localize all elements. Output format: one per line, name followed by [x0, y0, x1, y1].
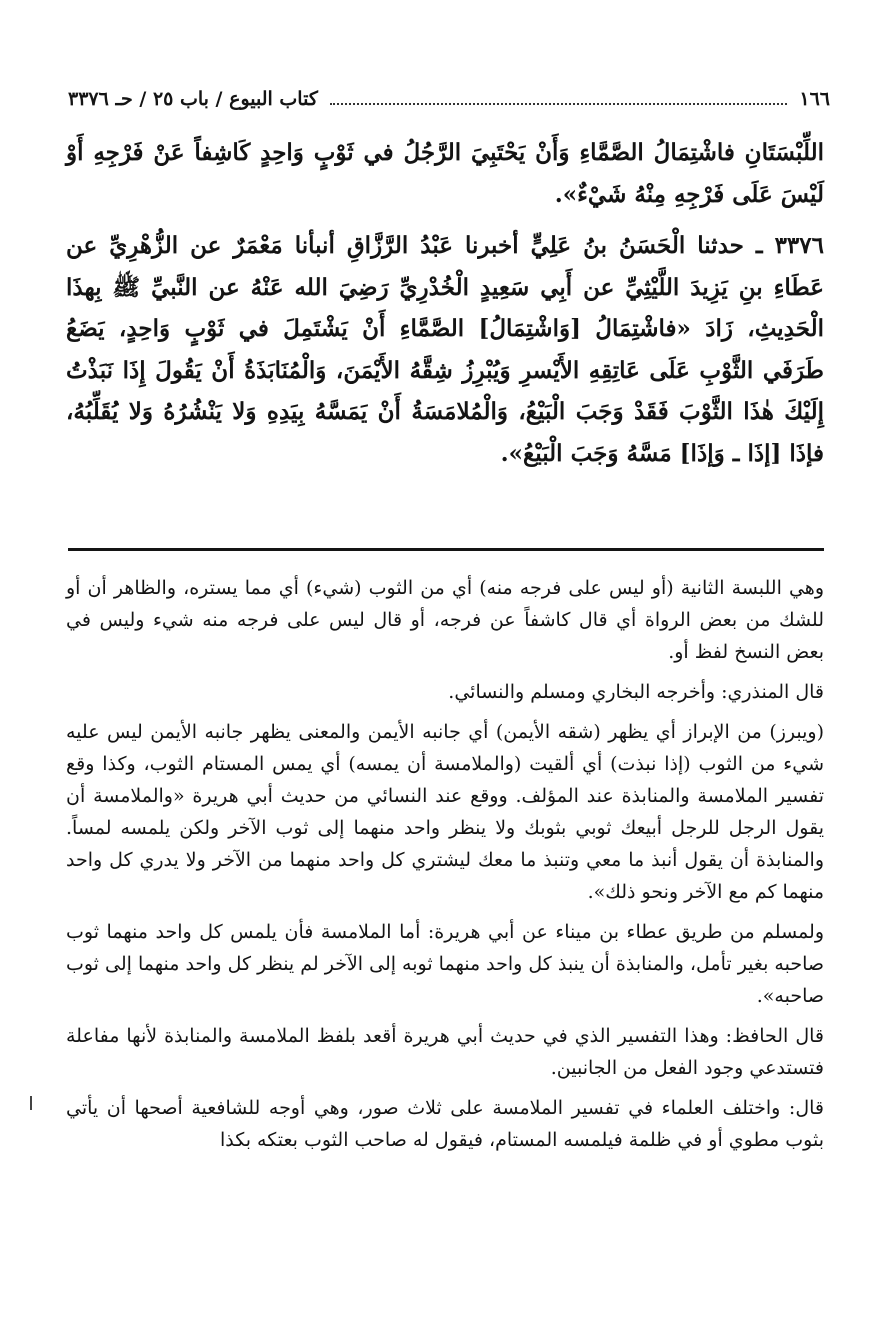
commentary-paragraph: (ويبرز) من الإبراز أي يظهر (شقه الأيمن) أي جانبه الأيمن والمعنى يظهر جانبه الأيمن ليس عليه شيء من الثوب (إذا نبذت) أي ألقيت (والملامسة أن يمسه) أي يمس المستام الثوب، وكذا وقع تفسير الملامسة والمنابذة عند المؤلف. ووقع عند النسائي من حديث أبي هريرة «والملامسة أن يقول الرجل للرجل أبيعك ثوبي بثوبك ولا ينظر واحد منهما إلى ثوب الآخر ولكن يلمسه لمساً. والمنابذة أن يقول أنبذ ما معي وتنبذ ما معك ليشتري كل واحد منهما من الآخر ولا يدري كل واحد منهما كم مع الآخر ونحو ذلك». [66, 721, 824, 903]
page-number: ١٦٦ [799, 88, 830, 110]
running-title: كتاب البيوع / باب ٢٥ / حـ ٣٣٧٦ [68, 88, 318, 110]
commentary-paragraph: قال الحافظ: وهذا التفسير الذي في حديث أبي هريرة أقعد بلفظ الملامسة والمنابذة لأنها مفاعلة فتستدعي وجود الفعل من الجانبين. [66, 1025, 824, 1079]
hadith-paragraph [66, 225, 824, 474]
commentary-paragraph: قال المنذري: وأخرجه البخاري ومسلم والنسائي. [448, 681, 824, 703]
hadith-number: ٣٣٧٦ [774, 232, 824, 259]
hadith-text-block [66, 132, 824, 474]
hadith-body: ـ حدثنا الْحَسَنُ بنُ عَلِيٍّ أخبرنا عَبْدُ الرَّزَّاقِ أنبأنا مَعْمَرٌ عن الزُّهْرِيِّ عن عَطَاءِ بنِ يَزِيدَ اللَّيْثِيِّ عن أَبِي سَعِيدٍ الْخُدْرِيِّ رَضِيَ الله عَنْهُ عن النَّبيِّ ﷺ بِهذَا الْحَدِيثِ، زَادَ «فاشْتِمَالُ [وَاشْتِمَالُ] الصَّمَّاءِ أَنْ يَشْتَمِلَ في ثَوْبٍ وَاحِدٍ، يَضَعُ طَرَفَي الثَّوْبِ عَلَى عَاتِقِهِ الأَيْسرِ وَيُبْرِزُ شِقَّهُ الأَيْمَنَ، وَالْمُنَابَذَةُ أَنْ يَقُولَ إِذَا نَبَذْتُ إِلَيْكَ هٰذَا الثَّوْبَ فَقَدْ وَجَبَ الْبَيْعُ، وَالْمُلامَسَةُ أَنْ يَمَسَّهُ بِيَدِهِ وَلا يَنْشُرُهُ وَلا يُقَلِّبُهُ، فإذَا [إذَا ـ وَإذَا] مَسَّهُ وَجَبَ الْبَيْعُ». [66, 232, 824, 467]
commentary-block [66, 572, 824, 1164]
continuation-paragraph: اللِّبْسَتَانِ فاشْتِمَالُ الصَّمَّاءِ وَأَنْ يَحْتَبِيَ الرَّجُلُ في ثَوْبٍ وَاحِدٍ كَاشِفاً عَنْ فَرْجِهِ أَوْ لَيْسَ عَلَى فَرْجِهِ مِنْهُ شَيْءٌ». [66, 139, 824, 208]
commentary-paragraph: وهي اللبسة الثانية (أو ليس على فرجه منه) أي من الثوب (شيء) أي مما يستره، والظاهر أن أو للشك من بعض الرواة أي قال كاشفاً عن فرجه، أو قال ليس على فرجه منه شيء وليس في بعض النسخ لفظ أو. [66, 577, 824, 663]
page-header [68, 84, 830, 114]
margin-tick-mark [30, 1096, 32, 1110]
footnote-separator [68, 548, 824, 551]
commentary-paragraph: ولمسلم من طريق عطاء بن ميناء عن أبي هريرة: أما الملامسة فأن يلمس كل واحد منهما ثوب صاحبه بغير تأمل، والمنابذة أن ينبذ كل واحد منهما ثوبه إلى الآخر لم ينظر كل واحد منهما إلى ثوب صاحبه». [65, 921, 824, 1007]
header-dotted-leader [330, 93, 788, 105]
commentary-paragraph: قال: واختلف العلماء في تفسير الملامسة على ثلاث صور، وهي أوجه للشافعية أصحها أن يأتي بثوب مطوي أو في ظلمة فيلمسه المستام، فيقول له صاحب الثوب بعتكه بكذا [66, 1097, 824, 1151]
